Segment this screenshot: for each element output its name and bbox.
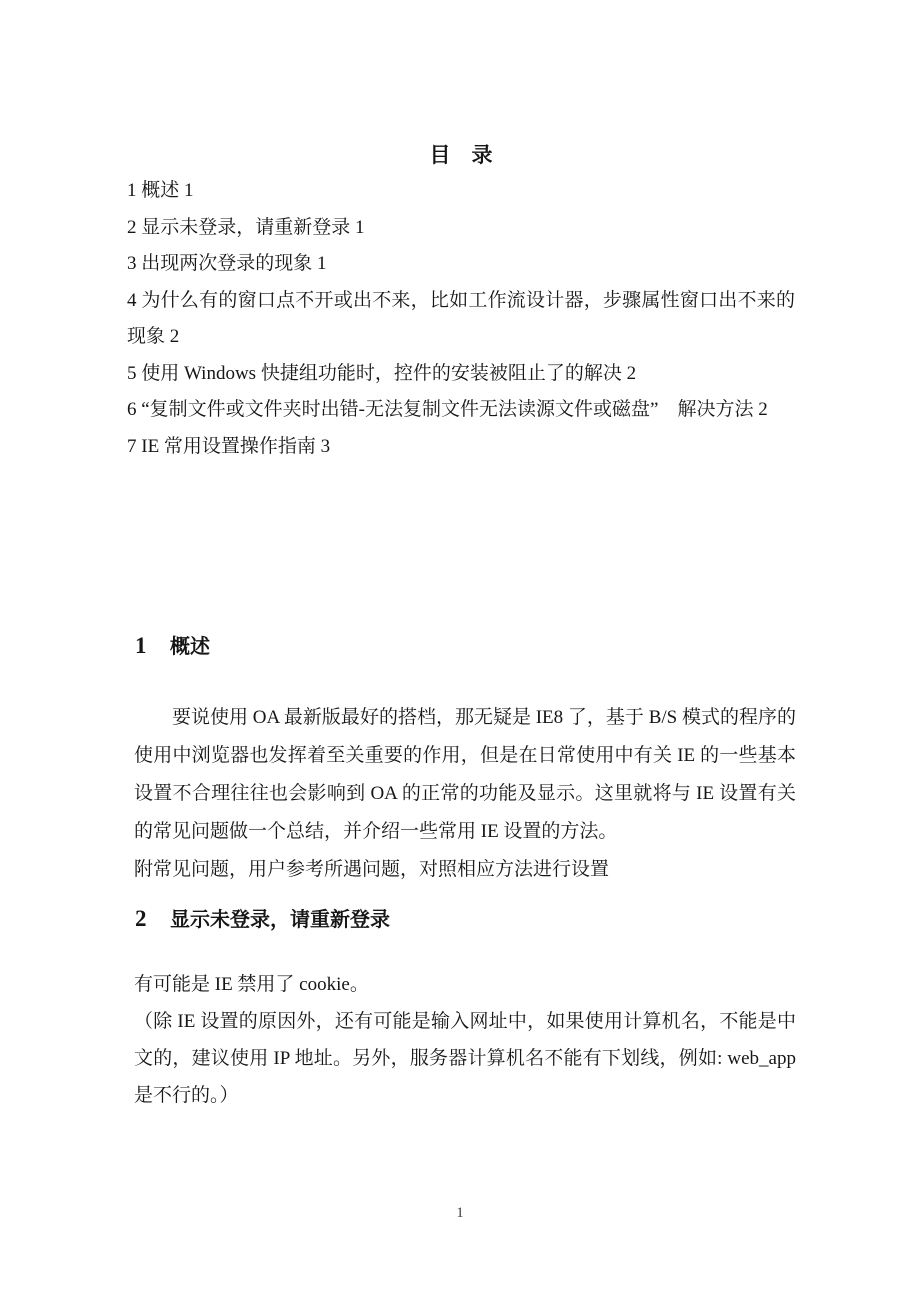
toc-item-7: 7 IE 常用设置操作指南 3 [127, 435, 331, 457]
section-1-title: 概述 [170, 636, 210, 658]
section-2-title: 显示未登录，请重新登录 [170, 909, 390, 931]
section-1-body [134, 699, 796, 889]
section-2-heading [130, 903, 795, 938]
page-number: 1 [456, 1205, 464, 1221]
toc-title: 目 录 [429, 143, 493, 167]
section-1-heading [130, 630, 795, 665]
toc-item-3: 3 出现两次登录的现象 1 [127, 253, 327, 274]
section-2-paragraph-1: 有可能是 IE 禁用了 cookie。 [134, 974, 369, 995]
toc-item-1: 1 概述 1 [127, 180, 194, 201]
section-1-paragraph-1: 要说使用 OA 最新版最好的搭档，那无疑是 IE8 了，基于 B/S 模式的程序的使用中浏览器也发挥着至关重要的作用，但是在日常使用中有关 IE 的一些基本设置不合理往往也会影响到 OA 的正常的功能及显示。这里就将与 IE 设置有关的常见问题做一个总结，并介绍一些常用 IE 设置的方法。 [134, 707, 796, 842]
toc-item-5: 5 使用 Windows 快捷组功能时，控件的安装被阻止了的解决 2 [127, 362, 637, 384]
toc-list [127, 173, 795, 465]
section-2-paragraph-2: （除 IE 设置的原因外，还有可能是输入网址中，如果使用计算机名，不能是中文的，建议使用 IP 地址。另外，服务器计算机名不能有下划线，例如: web_app 是不行的。） [134, 1011, 796, 1106]
toc-item-2: 2 显示未登录，请重新登录 1 [127, 216, 365, 238]
section-1-paragraph-2: 附常见问题，用户参考所遇问题，对照相应方法进行设置 [134, 859, 610, 880]
section-2-number: 2 [135, 906, 147, 931]
section-2-body [134, 966, 796, 1114]
toc-item-6: 6 “复制文件或文件夹时出错-无法复制文件无法读源文件或磁盘” 解决方法 2 [127, 399, 768, 420]
section-1-number: 1 [135, 633, 147, 658]
toc-item-4: 4 为什么有的窗口点不开或出不来，比如工作流设计器，步骤属性窗口出不来的现象 2 [127, 289, 795, 347]
